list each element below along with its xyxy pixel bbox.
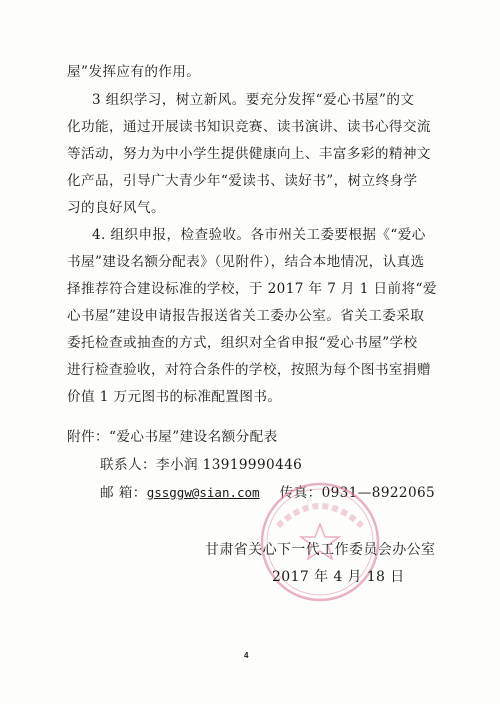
body-line-5: 化产品，引导广大青少年“爱读书、读好书”，树立终身学: [67, 173, 418, 189]
fax-value: 0931—8922065: [321, 485, 436, 501]
body-line-2: 3 组织学习，树立新风。要充分发挥“爱心书屋”的文: [92, 92, 415, 108]
signature-org: 甘肃省关心下一代工作委员会办公室: [205, 542, 436, 558]
body-line-9: 择推荐符合建设标准的学校，于 2017 年 7 月 1 日前将“爱: [67, 281, 437, 297]
body-line-12: 进行检查验收，对符合条件的学校，按照为每个图书室捐赠: [67, 362, 431, 378]
contact-email-line: [100, 483, 435, 503]
body-line-11: 委托检查或抽查的方式，组织对全省申报“爱心书屋”学校: [67, 335, 418, 351]
contact-person-label: 联系人：: [100, 457, 156, 473]
contact-person-value: 李小润 13919990446: [155, 457, 303, 473]
body-line-7: 4. 组织申报，检查验收。各市州关工委要根据《“爱心: [92, 227, 426, 243]
body-line-6: 习的良好风气。: [67, 200, 165, 216]
email-link[interactable]: gssggw@sian.com: [146, 485, 260, 500]
body-line-10: 心书屋”建设申请报告报送省关工委办公室。省关工委采取: [67, 308, 425, 324]
fax-label: 传真：: [279, 485, 322, 501]
signature-date: 2017 年 4 月 18 日: [272, 569, 405, 585]
contact-person-line: [100, 455, 302, 475]
body-line-8: 书屋”建设名额分配表》（见附件），结合本地情况，认真选: [67, 254, 425, 270]
body-line-13: 价值 1 万元图书的标准配置图书。: [67, 389, 282, 405]
body-line-4: 等活动，努力为中小学生提供健康向上、丰富多彩的精神文: [67, 146, 431, 162]
body-line-3: 化功能，通过开展读书知识竞赛、读书演讲、读书心得交流: [67, 119, 431, 135]
body-line-1: 屋”发挥应有的作用。: [67, 64, 201, 80]
page-number: 4: [244, 651, 249, 660]
attachment-line: 附件：“爱心书屋”建设名额分配表: [67, 429, 278, 445]
email-label: 邮 箱：: [100, 485, 147, 501]
